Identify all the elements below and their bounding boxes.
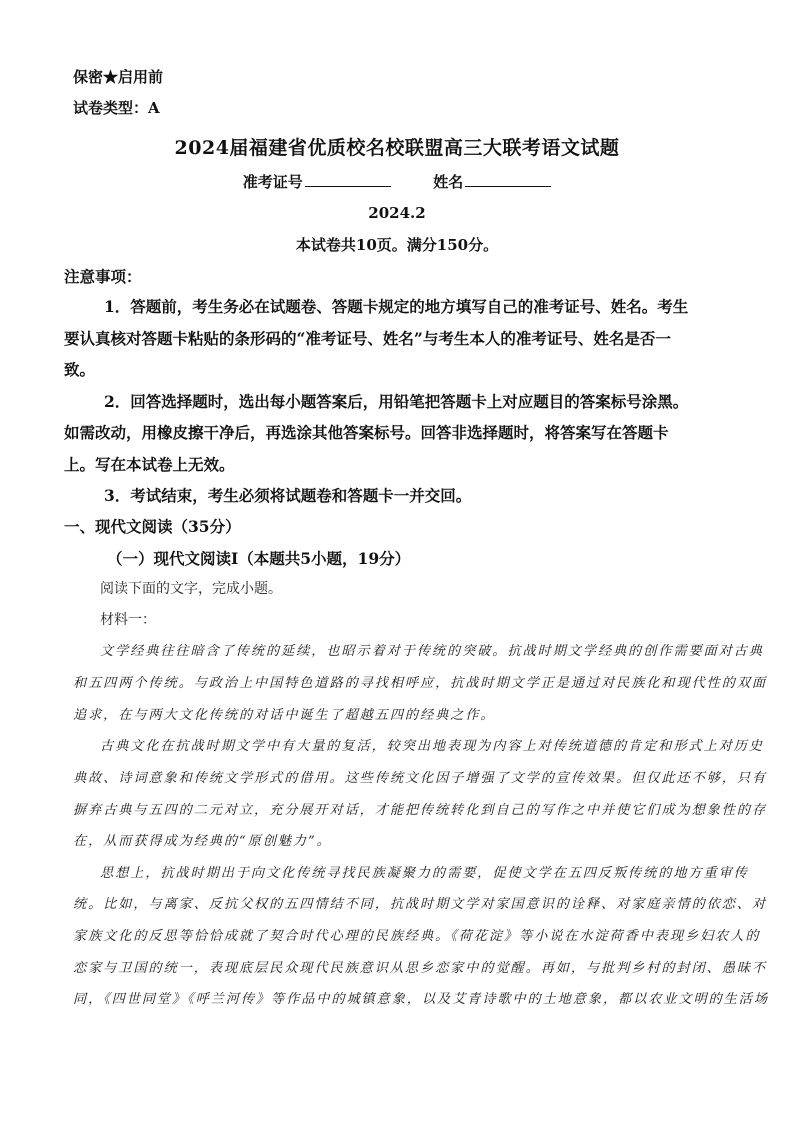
exam-number-blank[interactable]	[305, 172, 391, 187]
para-2-line-3: 摒弃古典与五四的二元对立，充分展开对话，才能把传统转化到自己的写作之中并使它们成为想象性的存	[73, 803, 768, 818]
notice-item-2-line-3: 上。写在本试卷上无效。	[64, 455, 235, 474]
notice-item-1-line-1: 1．答题前，考生务必在试题卷、答题卡规定的地方填写自己的准考证号、姓名。考生	[104, 297, 689, 316]
notice-item-1-line-3: 致。	[64, 360, 96, 379]
para-3-line-2: 统。比如，与离家、反抗父权的五四情结不同，抗战时期文学对家国意识的诠释、对家庭亲情的依恋、对	[73, 897, 768, 912]
para-2-line-2: 典故、诗词意象和传统文学形式的借用。这些传统文化因子增强了文学的宣传效果。但仅此还不够，只有	[73, 771, 768, 786]
material-label: 材料一：	[100, 612, 156, 628]
para-1-line-3: 追求，在与两大文化传统的对话中诞生了超越五四的经典之作。	[73, 708, 496, 723]
page-title: 2024届福建省优质校名校联盟高三大联考语文试题	[174, 137, 620, 159]
notice-item-1-line-2: 要认真核对答题卡粘贴的条形码的“准考证号、姓名”与考生本人的准考证号、姓名是否一	[64, 329, 671, 348]
para-3-line-4: 恋家与卫国的统一，表现底层民众现代民族意识从思乡恋家中的觉醒。再如，与批判乡村的封闭、愚昧不	[73, 961, 768, 976]
name-label: 姓名	[433, 173, 464, 191]
notice-item-3: 3．考试结束，考生必须将试题卷和答题卡一并交回。	[104, 486, 472, 505]
candidate-fields	[0, 171, 794, 192]
reading-instruction: 阅读下面的文字，完成小题。	[100, 581, 282, 597]
paper-summary: 本试卷共10页。满分150分。	[295, 236, 499, 254]
exam-number-label: 准考证号	[242, 173, 303, 191]
notice-heading: 注意事项：	[64, 267, 142, 286]
confidential-label: 保密★启用前	[73, 68, 164, 86]
notice-item-2-line-1: 2．回答选择题时，选出每小题答案后，用铅笔把答题卡上对应题目的答案标号涂黑。	[104, 392, 689, 411]
para-3-line-5: 同，《四世同堂》《呼兰河传》等作品中的城镇意象，以及艾青诗歌中的土地意象，都以农业文明的生活场	[73, 992, 769, 1007]
para-1-line-1: 文学经典往往暗含了传统的延续，也昭示着对于传统的突破。抗战时期文学经典的创作需要面对古典	[100, 644, 764, 659]
notice-item-2-line-2: 如需改动，用橡皮擦干净后，再选涂其他答案标号。回答非选择题时，将答案写在答题卡	[64, 423, 669, 442]
para-2-line-4: 在，从而获得成为经典的“原创魅力”。	[73, 834, 332, 849]
section-1-sub-heading: （一）现代文阅读Ⅰ（本题共5小题，19分）	[107, 549, 411, 568]
para-1-line-2: 和五四两个传统。与政治上中国特色道路的寻找相呼应，抗战时期文学正是通过对民族化和现代性的双面	[73, 676, 768, 691]
para-3-line-3: 家族文化的反思等恰恰成就了契合时代心理的民族经典。《荷花淀》等小说在水淀荷香中表现乡妇农人的	[73, 929, 761, 944]
name-blank[interactable]	[465, 172, 551, 187]
para-2-line-1: 古典文化在抗战时期文学中有大量的复活，较突出地表现为内容上对传统道德的肯定和形式上对历史	[100, 739, 764, 754]
exam-date: 2024.2	[368, 204, 426, 222]
paper-type-label: 试卷类型：A	[73, 99, 160, 117]
para-3-line-1: 思想上，抗战时期出于向文化传统寻找民族凝聚力的需要，促使文学在五四反叛传统的地方重审传	[100, 866, 749, 881]
section-1-heading: 一、现代文阅读（35分）	[64, 517, 241, 536]
